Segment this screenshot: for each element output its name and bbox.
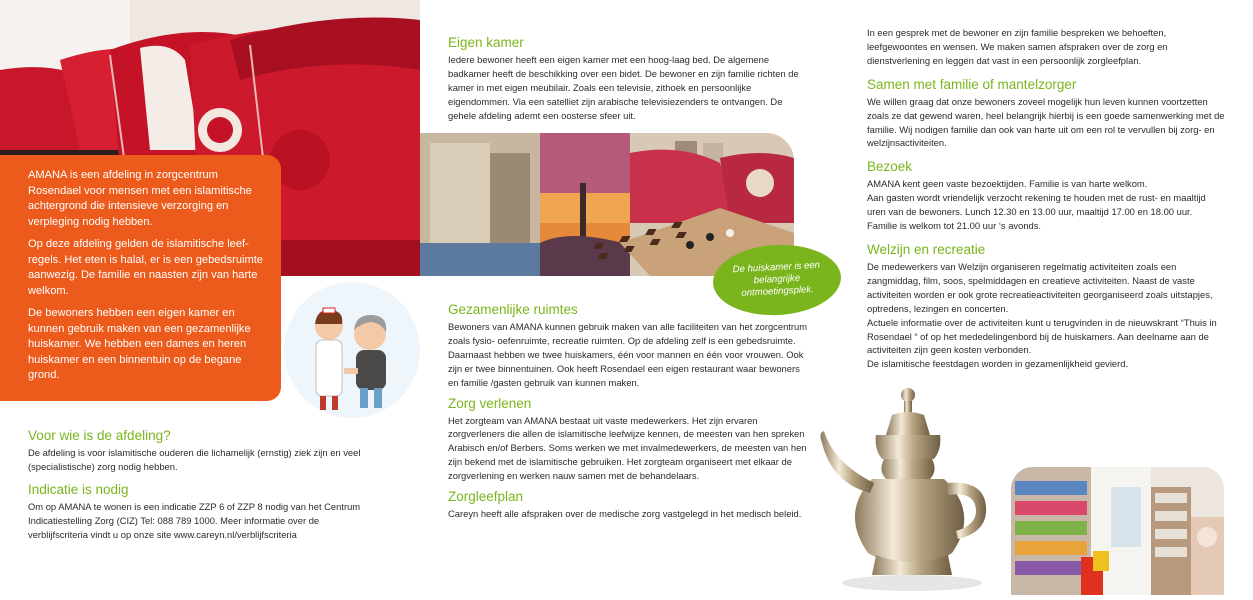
section-text-zorgleefplan-cont: In een gesprek met de bewoner en zijn familie bespreken we behoeften, leefgewoontes en wensen. We maken samen afspraken over de zorg en dienstverlening en leggen dat vast in een persoonlijk zorgleefplan. <box>867 27 1168 66</box>
section-text-bezoek: AMANA kent geen vaste bezoektijden. Familie is van harte welkom. <box>867 178 1148 190</box>
section-title-indicatie: Indicatie is nodig <box>28 481 129 497</box>
section-title-eigen-kamer: Eigen kamer <box>448 35 524 50</box>
intro-paragraph: De bewoners hebben een eigen kamer en kunnen gebruik maken van een gezamenlijke huiskamer. We hebben een dames en heren huiskamer en een binnentuin op de begane grond. <box>28 307 251 381</box>
section-text-zorg-verlenen: Het zorgteam van AMANA bestaat uit vaste medewerkers. Het zijn ervaren zorgverleners die allen de islamitische leefwijze kennen, de meesten van hen spreken Arabisch en/of Berbers. Soms werken we met invalmedewerkers, de meesten van hen zijn bekend met de islamitische gebruiken. Het zorgteam organiseert met elkaar de zorgverlening en werken nauw samen met de behandelaars. <box>448 414 807 482</box>
intro-box <box>0 155 281 401</box>
section-title-bezoek: Bezoek <box>867 159 913 175</box>
section-title-zorg-verlenen: Zorg verlenen <box>448 395 532 411</box>
section-text-eigen-kamer: Iedere bewoner heeft een eigen kamer met een hoog-laag bed. De algemene badkamer heeft de beschikking over een bidet. De bewoner en zijn familie richten de kamer in met eigen meubilair. Zoals een televisie, zithoek en persoonlijke eigendommen. Via een satelliet zijn arabische televisiezenders te ontvangen. De gehele afdeling ademt een oosterse sfeer uit. <box>448 54 799 121</box>
section-title-zorgleefplan: Zorgleefplan <box>448 489 524 505</box>
nurse-illustration <box>282 280 422 420</box>
section-title-gezamenlijke-ruimtes: Gezamenlijke ruimtes <box>448 302 578 317</box>
section-text-welzijn: Actuele informatie over de activiteiten kunt u terugvinden in de nieuwskrant “Thuis in Rosendael “ of op het mededelingenbord bij de huiskamers. Aan deelname aan de activiteiten zijn geen kosten verbonden. <box>867 316 1217 356</box>
section-title-welzijn: Welzijn en recreatie <box>867 241 986 257</box>
section-title-voor-wie: Voor wie is de afdeling? <box>28 428 171 443</box>
quote-text: De huiskamer is een belangrijke ontmoetingsplek. <box>732 259 821 299</box>
section-text-welzijn: De islamitische feestdagen worden in gezamenlijkheid gevierd. <box>867 358 1129 370</box>
intro-paragraph: AMANA is een afdeling in zorgcentrum Rosendael voor mensen met een islamitische achtergrond die intensieve verzorging en verpleging nodig hebben. <box>28 169 252 228</box>
intro-paragraph: Op deze afdeling gelden de islamitische leefregels. Het eten is halal, er is een gebedsruimte aanwezig. De familie en naasten zijn van harte welkom. <box>28 238 263 297</box>
section-text-gezamenlijke-ruimtes: Bewoners van AMANA kunnen gebruik maken van alle faciliteiten van het zorgcentrum zoals fysio- oefenruimte, recreatie ruimten. Op de afdeling zelf is een gebedsruimte. Daarnaast hebben we twee huiskamers, één voor mannen en één voor vrouwen. Ook zijn er twee binnentuinen. Ook heeft Rosendael een eigen restaurant waar bewoners en familie /gasten gebruik van kunnen maken. <box>448 321 808 388</box>
section-text-familie: We willen graag dat onze bewoners zoveel mogelijk hun leven kunnen voortzetten zoals ze dat gewend waren, heel belangrijk hierbij is een goede samenwerking met de familie. Wij nodigen familie dan ook van harte uit om een rol te vervullen bij zorg- en welzijnsactiviteiten. <box>867 95 1225 149</box>
section-text-zorgleefplan: Careyn heeft alle afspraken over de medische zorg vastgelegd in het medisch beleid. <box>448 508 802 520</box>
shop-photo <box>1011 467 1224 595</box>
section-text-bezoek: Aan gasten wordt vriendelijk verzocht rekening te houden met de rust- en maaltijd uren van de bewoners. Lunch 12.30 en 13.00 uur, maaltijd 17.00 en 18.00 uur. Familie is welkom tot 21.00 uur ‘s avonds. <box>867 192 1206 232</box>
section-text-indicatie: Om op AMANA te wonen is een indicatie ZZP 6 of ZZP 8 nodig van het Centrum Indicatiestelling Zorg (CIZ) Tel: 088 789 1000. Meer informatie over de verblijfscriteria vindt u op onze site www.careyn.nl/verblijfscriteria <box>28 500 361 540</box>
teapot-image <box>812 383 1002 595</box>
section-text-voor-wie: De afdeling is voor islamitische ouderen die lichamelijk (ernstig) ziek zijn en veel (specialistische) zorg nodig hebben. <box>28 447 361 472</box>
section-title-familie: Samen met familie of mantelzorger <box>867 76 1077 92</box>
section-text-welzijn: De medewerkers van Welzijn organiseren regelmatig activiteiten zoals een zangmiddag, film, soos, spelmiddagen en creatieve activiteiten. Naast de vaste activiteiten worden er ook grote recreatieactiviteiten georganiseerd zoals uitstapjes, optredens, lezingen en concerten. <box>867 260 1213 314</box>
